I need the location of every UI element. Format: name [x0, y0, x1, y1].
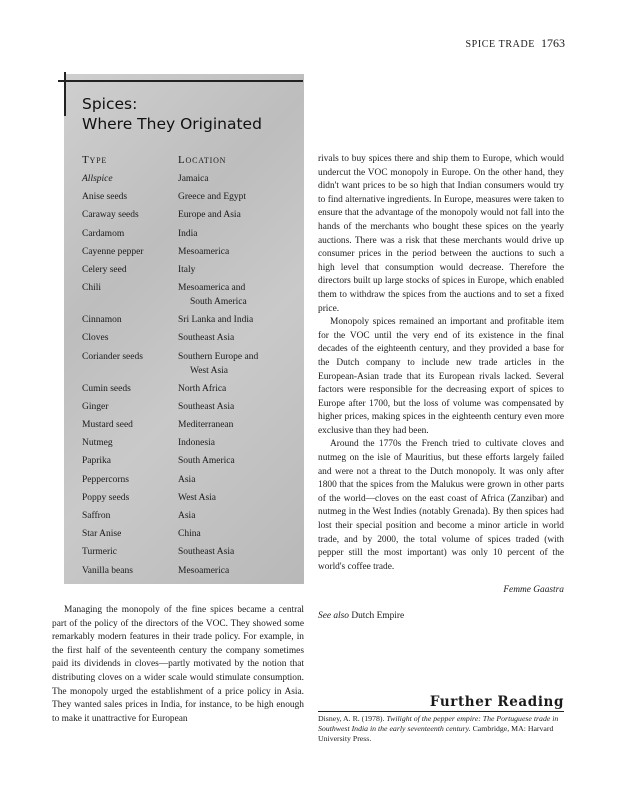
further-reading-entry	[318, 714, 564, 744]
spice-location	[178, 509, 298, 523]
spice-location-line: South America	[178, 456, 235, 467]
spice-type: Ginger	[82, 401, 109, 412]
running-title: SPICE TRADE	[465, 39, 535, 50]
left-column	[52, 604, 304, 726]
spice-location	[178, 527, 298, 541]
spice-location	[178, 208, 298, 222]
spice-location-line: Greece and Egypt	[178, 192, 247, 203]
article-author: Femme Gaastra	[503, 585, 564, 596]
spice-type: Cloves	[82, 333, 109, 344]
spice-location-line: Mesoamerica	[178, 565, 230, 576]
spice-location-line: West Asia	[190, 365, 229, 376]
spice-location	[178, 382, 298, 396]
spice-location-line: Italy	[178, 265, 196, 275]
spices-sidebar	[64, 74, 304, 584]
spice-location-line: Mesoamerica and	[178, 283, 246, 294]
sidebar-rule-vertical	[64, 72, 66, 116]
spice-type: Anise seeds	[82, 192, 128, 203]
spice-location-line: Southeast Asia	[178, 547, 235, 558]
sidebar-title-line1: Spices:	[82, 95, 138, 113]
spice-location-line: China	[178, 529, 201, 540]
column-header-location: Location	[178, 154, 227, 166]
spice-type: Coriander seeds	[82, 351, 143, 362]
spice-location-line: West Asia	[178, 492, 217, 503]
see-also-link[interactable]: Dutch Empire	[351, 611, 405, 621]
spice-type: Peppercorns	[82, 474, 129, 485]
spice-location-line: Asia	[178, 474, 196, 485]
spice-location	[178, 418, 298, 432]
spice-location	[178, 436, 298, 450]
spice-location	[178, 331, 298, 345]
spice-type: Caraway seeds	[82, 210, 139, 221]
spice-location	[178, 190, 298, 204]
spice-location-line: India	[178, 228, 198, 239]
spice-location-line: North Africa	[178, 383, 227, 394]
spice-type: Cardamom	[82, 228, 125, 239]
right-paragraph-1: rivals to buy spices there and ship them to Europe, which would undercut the VOC monopoly in Europe. On the other hand, they didn't want prices to be so high that Indian consumers would try to find alternative ingredients. In Europe, measures were taken to ensure that the advantage of the monopoly would not fall into the hands of the merchants who bought these spices on the yearly auctions. There was a risk that these merchants would drive up consumer prices in the period between the auctions to such a high level that consumption would decrease. Therefore the directors built up large stocks of spices in Europe, which enabled them to withdraw the spices from the auctions and to set a fixed price.	[318, 154, 564, 314]
running-header	[466, 36, 565, 51]
right-paragraph-2: Monopoly spices remained an important and profitable item for the VOC until the very end of its existence in the final decades of the eighteenth century, and they provided a base for the Dutch company to include new trade articles in the European-Asian trade that its European rivals lacked. Several factors were responsible for the decreasing export of spices to Europe after 1700, but the loss of volume was compensated by higher prices, making spices in the eighteenth century even more exclusive than they had been.	[318, 317, 564, 436]
sidebar-rule-horizontal	[58, 80, 303, 82]
reference-author: Disney, A. R. (1978).	[318, 714, 385, 723]
left-paragraph: Managing the monopoly of the fine spices became a central part of the policy of the directors of the VOC. They showed some remarkably modern features in their trade policy. For example, in the first half of the seventeenth century the company sometimes paid its dividends in cloves—partly motivated by the notion that distributing cloves on a wider scale would stimulate consumption. The monopoly urged the establishment of a price policy in Asia. They wanted sales prices in India, for instance, to be high enough to make it unattractive for European	[52, 605, 304, 724]
spice-location	[178, 313, 298, 327]
spice-location-line: South America	[190, 297, 247, 308]
sidebar-title	[82, 94, 262, 134]
spice-location	[178, 545, 298, 559]
spice-type: Nutmeg	[82, 438, 113, 449]
sidebar-title-line2: Where They Originated	[82, 115, 262, 133]
spice-type: Celery seed	[82, 265, 127, 275]
spice-location	[178, 473, 298, 487]
spice-location	[178, 400, 298, 414]
spice-location	[178, 227, 298, 241]
spice-type: Poppy seeds	[82, 492, 130, 503]
further-reading-rule	[318, 711, 564, 712]
spice-location	[178, 350, 298, 378]
page-number: 1763	[541, 36, 565, 50]
spice-type: Vanilla beans	[82, 565, 133, 576]
see-also	[318, 610, 564, 624]
spice-type: Mustard seed	[82, 420, 133, 430]
spice-location-line: Southeast Asia	[178, 333, 235, 344]
spice-location-line: Sri Lanka and India	[178, 315, 254, 326]
spice-type: Star Anise	[82, 529, 122, 540]
spice-location	[178, 491, 298, 505]
reference-title: Twilight of the pepper empire: The Portuguese trade in Southwest India in the early seventeenth century.	[318, 714, 559, 733]
spice-type: Paprika	[82, 456, 112, 467]
right-paragraph-3: Around the 1770s the French tried to cultivate cloves and nutmeg on the isle of Mauritius, but these efforts largely failed and were not a threat to the Dutch monopoly. It was only after 1800 that the spices from the Malukus were grown in other parts of the world—cloves on the east coast of Africa (Zanzibar) and nutmeg in the West Indies (notably Grenada). By then spices had lost their special position and become a minor article in world trade, and by 2000, the total volume of spices traded (with pepper still the most important) was only 10 percent of the world's coffee trade.	[318, 439, 564, 572]
column-header-type: Type	[82, 154, 108, 166]
spice-type: Saffron	[82, 511, 111, 521]
spice-location-line: Mesoamerica	[178, 246, 230, 257]
spice-location	[178, 172, 298, 186]
spice-type: Cinnamon	[82, 315, 122, 326]
see-also-label: See also	[318, 611, 349, 621]
spice-location-line: Indonesia	[178, 438, 215, 449]
spice-location-line: Southern Europe and	[178, 351, 259, 362]
spice-location	[178, 281, 298, 309]
spice-type: Turmeric	[82, 547, 118, 558]
reference-publisher: Cambridge, MA: Harvard University Press.	[318, 724, 554, 743]
spice-location	[178, 454, 298, 468]
spice-type: Allspice	[82, 174, 113, 184]
spice-location-line: Southeast Asia	[178, 401, 235, 412]
spice-type: Cumin seeds	[82, 383, 131, 394]
spice-location-line: Europe and Asia	[178, 210, 241, 221]
spice-location	[178, 263, 298, 277]
spice-location	[178, 245, 298, 259]
spice-location-line: Mediterranean	[178, 420, 234, 430]
spice-type: Cayenne pepper	[82, 246, 144, 257]
spice-location	[178, 564, 298, 578]
right-column	[318, 153, 564, 624]
spice-location-line: Asia	[178, 511, 196, 521]
spice-type: Chili	[82, 283, 102, 294]
further-reading-heading: Further Reading	[429, 694, 564, 710]
spice-location-line: Jamaica	[178, 174, 209, 184]
